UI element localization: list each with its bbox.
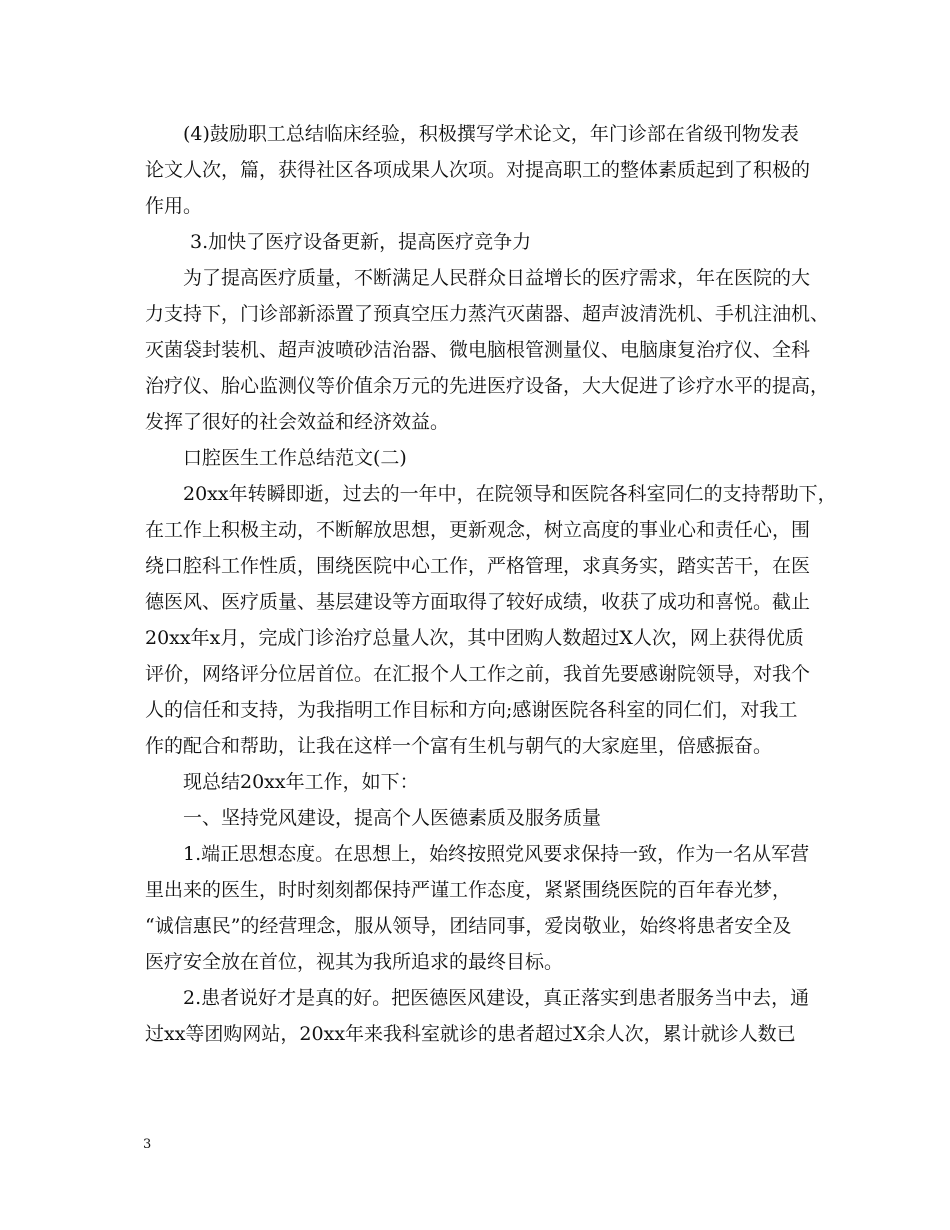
text-line: 评价，网络评分位居首位。在汇报个人工作之前，我首先要感谢院领导，对我个 xyxy=(145,663,811,685)
section-heading: 一、坚持党风建设，提高个人医德素质及服务质量 xyxy=(183,807,602,829)
text-line: 在工作上积极主动，不断解放思想，更新观念，树立高度的事业心和责任心，围 xyxy=(145,519,811,541)
text-line: 德医风、医疗质量、基层建设等方面取得了较好成绩，收获了成功和喜悦。截止 xyxy=(145,591,811,613)
text-line: 20xx年x月，完成门诊治疗总量人次，其中团购人数超过X人次，网上获得优质 xyxy=(145,627,804,649)
text-line: 现总结20xx年工作，如下： xyxy=(183,771,419,793)
text-line: 力支持下，门诊部新添置了预真空压力蒸汽灭菌器、超声波清洗机、手机注油机、 xyxy=(145,303,830,325)
text-line: 作的配合和帮助，让我在这样一个富有生机与朝气的大家庭里，倍感振奋。 xyxy=(145,735,773,757)
text-line: 1.端正思想态度。在思想上，始终按照党风要求保持一致，作为一名从军营 xyxy=(183,843,810,865)
text-line: 绕口腔科工作性质，围绕医院中心工作，严格管理，求真务实，踏实苦干，在医 xyxy=(145,555,811,577)
text-line: 20xx年转瞬即逝，过去的一年中，在院领导和医院各科室同仁的支持帮助下， xyxy=(183,483,837,505)
text-line: 发挥了很好的社会效益和经济效益。 xyxy=(145,411,450,433)
text-line: 里出来的医生，时时刻刻都保持严谨工作态度，紧紧围绕医院的百年春光梦， xyxy=(145,879,792,901)
text-line: 2.患者说好才是真的好。把医德医风建设，真正落实到患者服务当中去，通 xyxy=(183,987,810,1009)
section-heading: 3.加快了医疗设备更新，提高医疗竞争力 xyxy=(190,231,532,253)
text-line: 论文人次，篇，获得社区各项成果人次项。对提高职工的整体素质起到了积极的 xyxy=(145,159,811,181)
text-line: 人的信任和支持，为我指明工作目标和方向;感谢医院各科室的同仁们，对我工 xyxy=(145,699,798,721)
text-line: 作用。 xyxy=(145,195,203,217)
document-title: 口腔医生工作总结范文(二) xyxy=(183,447,407,469)
text-line: 医疗安全放在首位，视其为我所追求的最终目标。 xyxy=(145,951,564,973)
text-line: 治疗仪、胎心监测仪等价值余万元的先进医疗设备，大大促进了诊疗水平的提高， xyxy=(145,375,830,397)
text-line: 为了提高医疗质量，不断满足人民群众日益增长的医疗需求，年在医院的大 xyxy=(183,267,811,289)
text-line: 过xx等团购网站，20xx年来我科室就诊的患者超过X余人次，累计就诊人数已 xyxy=(145,1023,796,1045)
page-number: 3 xyxy=(143,1137,152,1152)
text-line: (4)鼓励职工总结临床经验，积极撰写学术论文，年门诊部在省级刊物发表 xyxy=(183,123,799,145)
text-line: 灭菌袋封装机、超声波喷砂洁治器、微电脑根管测量仪、电脑康复治疗仪、全科 xyxy=(145,339,811,361)
text-line: “诚信惠民”的经营理念，服从领导，团结同事，爱岗敬业，始终将患者安全及 xyxy=(145,915,792,937)
